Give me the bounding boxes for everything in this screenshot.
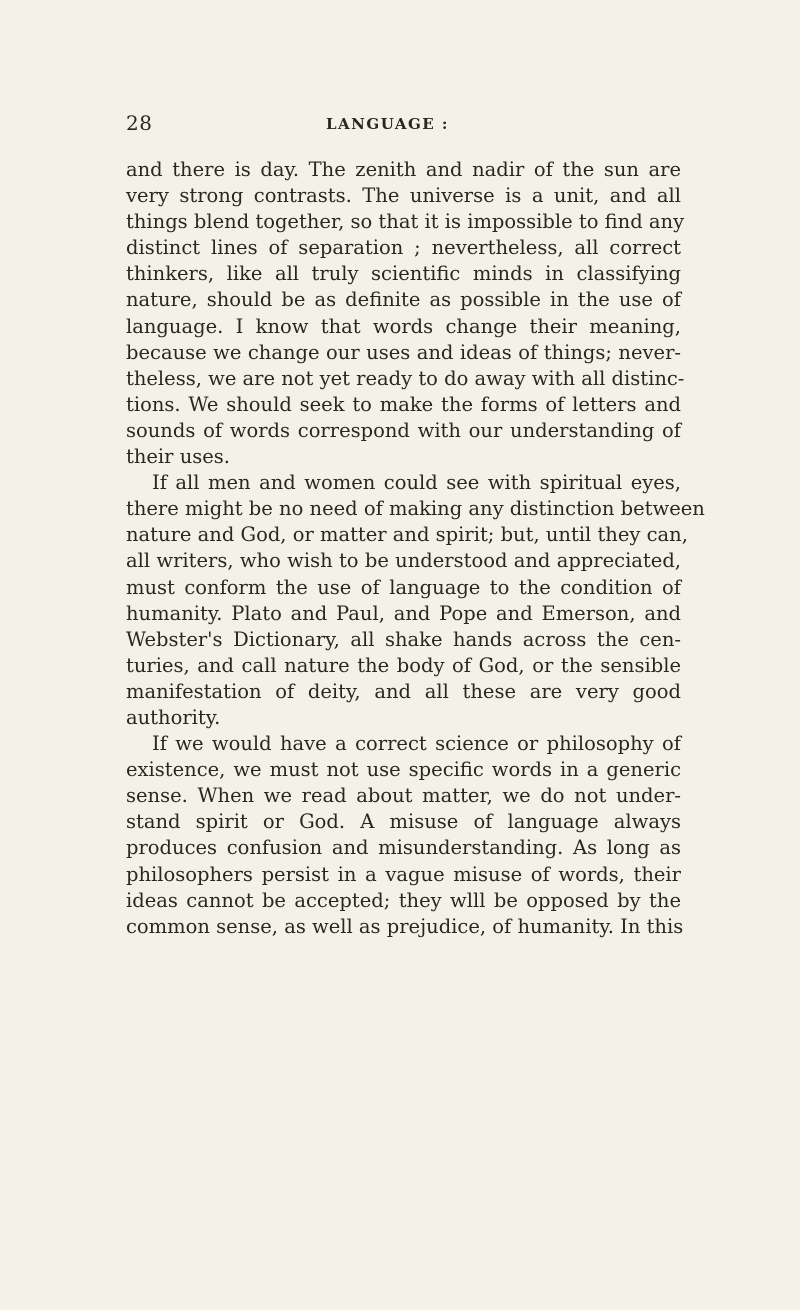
- text-line: authority.: [126, 705, 221, 729]
- text-line: ideas cannot be accepted; they wlll be opposed by the: [126, 888, 681, 912]
- page-header: [126, 111, 681, 137]
- text-line: very strong contrasts. The universe is a unit, and all: [126, 184, 681, 208]
- text-line: nature and God, or matter and spirit; but, until they can,: [126, 523, 688, 547]
- text-line: and there is day. The zenith and nadir of the sun are: [126, 158, 681, 181]
- text-line: must conform the use of language to the condition of: [126, 575, 681, 599]
- body-text: [126, 157, 705, 940]
- text-line: tions. We should seek to make the forms of letters and: [126, 392, 681, 416]
- running-head: LANGUAGE :: [326, 115, 449, 133]
- text-line: because we change our uses and ideas of things; never-: [126, 340, 681, 364]
- text-line: there might be no need of making any distinction between: [126, 497, 705, 521]
- text-line: language. I know that words change their meaning,: [126, 314, 681, 338]
- text-line: philosophers persist in a vague misuse of words, their: [126, 862, 681, 886]
- text-line: existence, we must not use specific words in a generic: [126, 758, 681, 782]
- text-line: If all men and women could see with spiritual eyes,: [152, 471, 681, 495]
- text-line: common sense, as well as prejudice, of humanity. In this: [126, 914, 684, 938]
- text-line: humanity. Plato and Paul, and Pope and Emerson, and: [126, 601, 681, 625]
- text-line: thinkers, like all truly scientific minds in classifying: [126, 262, 681, 286]
- page-number: 28: [126, 111, 153, 135]
- text-line: nature, should be as definite as possible in the use of: [126, 288, 681, 312]
- text-line: all writers, who wish to be understood and appreciated,: [126, 549, 681, 573]
- text-line: turies, and call nature the body of God, or the sensible: [126, 653, 681, 677]
- text-line: sense. When we read about matter, we do not under-: [126, 784, 681, 808]
- text-line: manifestation of deity, and all these are very good: [126, 679, 681, 703]
- text-line: Webster's Dictionary, all shake hands across the cen-: [126, 627, 681, 651]
- text-line: sounds of words correspond with our understanding of: [126, 418, 681, 442]
- text-line: If we would have a correct science or philosophy of: [152, 732, 681, 756]
- text-line: theless, we are not yet ready to do away with all distinc-: [126, 366, 685, 390]
- text-line: distinct lines of separation ; nevertheless, all correct: [126, 236, 681, 260]
- text-line: produces confusion and misunderstanding. As long as: [126, 836, 681, 860]
- text-line: things blend together, so that it is impossible to find any: [126, 210, 685, 234]
- text-line: stand spirit or God. A misuse of language always: [126, 810, 681, 834]
- text-line: their uses.: [126, 445, 231, 469]
